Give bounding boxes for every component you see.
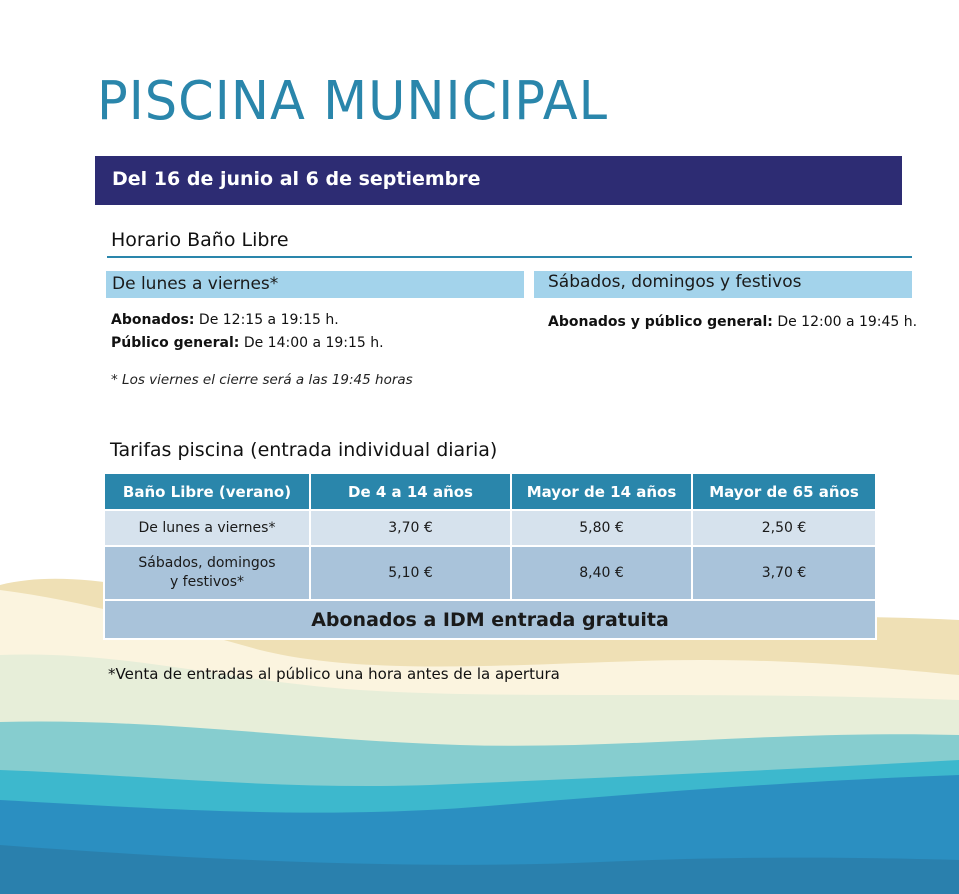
- date-range-banner: [95, 156, 902, 205]
- line-value: De 12:00 a 19:45 h.: [772, 314, 918, 330]
- line-label: Público general:: [111, 335, 240, 351]
- table-row: [104, 510, 876, 546]
- price-cell: 5,80 €: [511, 510, 692, 546]
- weekdays-members-hours: [111, 312, 339, 328]
- weekdays-public-hours: [111, 335, 384, 351]
- line-value: De 12:15 a 19:15 h.: [194, 312, 339, 328]
- price-cell: 8,40 €: [511, 546, 692, 600]
- column-header: De 4 a 14 años: [310, 473, 511, 510]
- table-footer-row: [104, 600, 876, 639]
- line-label: Abonados y público general:: [548, 314, 773, 330]
- row-label: De lunes a viernes*: [104, 510, 310, 546]
- weekend-header: [534, 271, 912, 298]
- ticket-sales-footnote: *Venta de entradas al público una hora antes de la apertura: [108, 665, 560, 683]
- friday-closing-note: * Los viernes el cierre será a las 19:45 horas: [111, 372, 413, 388]
- weekend-label: Sábados, domingos y festivos: [548, 272, 802, 292]
- table-header-row: [104, 473, 876, 510]
- price-cell: 2,50 €: [692, 510, 876, 546]
- weekdays-header: [106, 271, 524, 298]
- prices-heading: Tarifas piscina (entrada individual diaria): [110, 439, 498, 461]
- prices-table: [103, 472, 877, 640]
- row-label-line: Sábados, domingos: [138, 555, 276, 572]
- section-divider: [107, 256, 912, 258]
- date-range-text: Del 16 de junio al 6 de septiembre: [112, 168, 481, 190]
- column-header: Baño Libre (verano): [104, 473, 310, 510]
- price-cell: 3,70 €: [692, 546, 876, 600]
- schedule-heading: Horario Baño Libre: [111, 229, 289, 251]
- weekdays-label: De lunes a viernes*: [112, 274, 279, 294]
- free-entry-note: Abonados a IDM entrada gratuita: [104, 600, 876, 639]
- weekend-hours: [548, 314, 917, 330]
- table-row: [104, 546, 876, 600]
- column-header: Mayor de 65 años: [692, 473, 876, 510]
- line-value: De 14:00 a 19:15 h.: [239, 335, 384, 351]
- column-header: Mayor de 14 años: [511, 473, 692, 510]
- line-label: Abonados:: [111, 312, 195, 328]
- page-title: PISCINA MUNICIPAL: [97, 70, 609, 133]
- price-cell: 5,10 €: [310, 546, 511, 600]
- row-label: [104, 546, 310, 600]
- row-label-line: y festivos*: [169, 574, 245, 590]
- price-cell: 3,70 €: [310, 510, 511, 546]
